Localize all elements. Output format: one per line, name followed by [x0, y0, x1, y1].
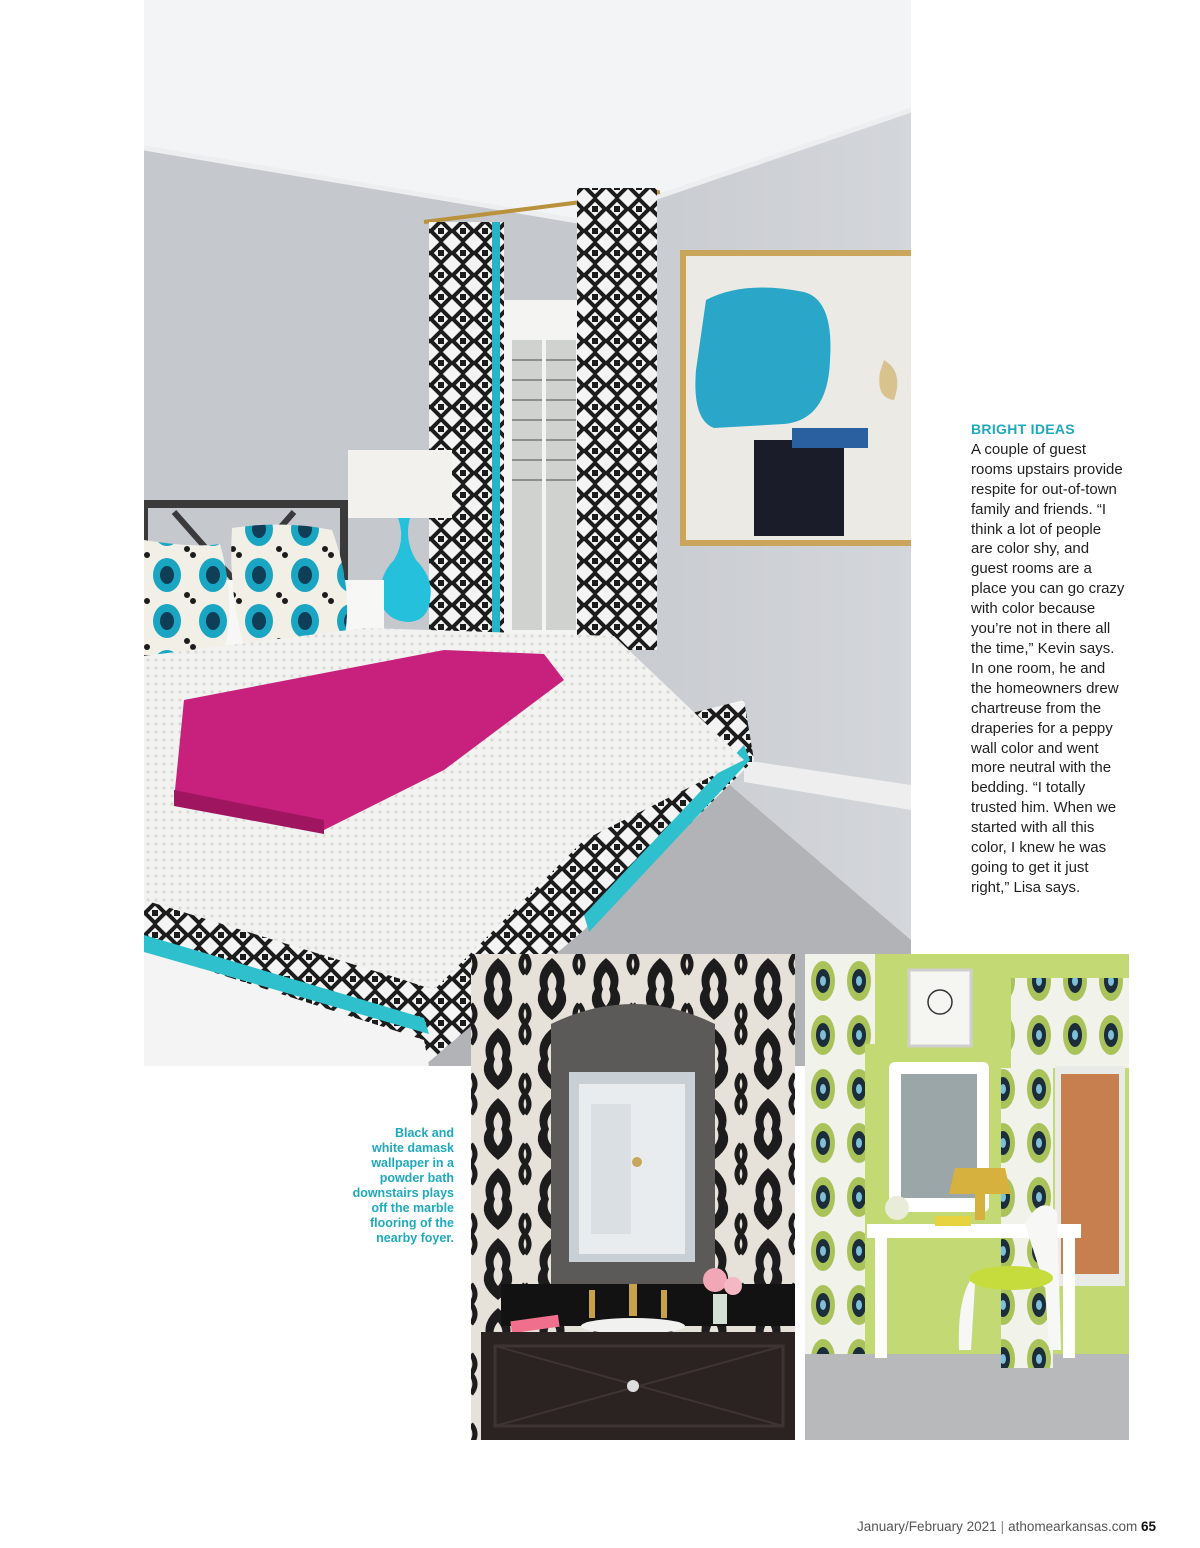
folio-separator: |: [1000, 1519, 1005, 1534]
sidebar-line: started with all this: [971, 819, 1095, 837]
sidebar-line: going to get it just: [971, 858, 1089, 876]
sidebar-line: think a lot of people: [971, 520, 1102, 538]
folio-issue: January/February 2021: [857, 1519, 997, 1534]
sidebar-line: guest rooms are a: [971, 560, 1092, 578]
page-number: 65: [1140, 1519, 1156, 1534]
caption-line: white damask: [372, 1141, 454, 1155]
sidebar-line: place you can go crazy: [971, 580, 1125, 598]
bedroom-photo: [144, 0, 911, 1066]
sidebar-line: bedding. “I totally: [971, 779, 1086, 797]
sidebar-line: more neutral with the: [971, 759, 1112, 777]
sidebar-text: [971, 420, 1151, 898]
sidebar-line: with color because: [971, 600, 1096, 618]
photo-caption: [330, 1126, 454, 1246]
page-folio: [857, 1519, 1156, 1534]
sidebar-line: draperies for a peppy: [971, 719, 1113, 737]
sidebar-line: color, I knew he was: [971, 839, 1107, 857]
caption-line: off the marble: [371, 1201, 454, 1215]
caption-line: downstairs plays: [352, 1186, 454, 1200]
sidebar-line: wall color and went: [971, 739, 1099, 757]
sidebar-line: trusted him. When we: [971, 799, 1117, 817]
sidebar-line: respite for out-of-town: [971, 480, 1117, 498]
powder-bath-photo: [471, 954, 795, 1440]
sidebar-line: right,” Lisa says.: [971, 878, 1081, 896]
caption-line: powder bath: [379, 1171, 454, 1185]
folio-site: athomearkansas.com: [1008, 1519, 1138, 1534]
sidebar-line: A couple of guest: [971, 440, 1087, 458]
sidebar-line: chartreuse from the: [971, 699, 1102, 717]
sidebar-line: family and friends. “I: [971, 500, 1107, 518]
sidebar-line: the homeowners drew: [971, 679, 1119, 697]
sidebar-line: In one room, he and: [971, 659, 1106, 677]
caption-line: flooring of the: [369, 1216, 454, 1230]
caption-line: nearby foyer.: [376, 1231, 454, 1245]
vanity-room-photo: [805, 954, 1129, 1440]
sidebar-kicker: BRIGHT IDEAS: [971, 421, 1075, 437]
caption-line: Black and: [394, 1126, 454, 1140]
sidebar-line: are color shy, and: [971, 540, 1090, 558]
sidebar-line: you’re not in there all: [971, 620, 1111, 638]
sidebar-line: rooms upstairs provide: [971, 460, 1123, 478]
caption-line: wallpaper in a: [371, 1156, 454, 1170]
sidebar-line: the time,” Kevin says.: [971, 639, 1115, 657]
